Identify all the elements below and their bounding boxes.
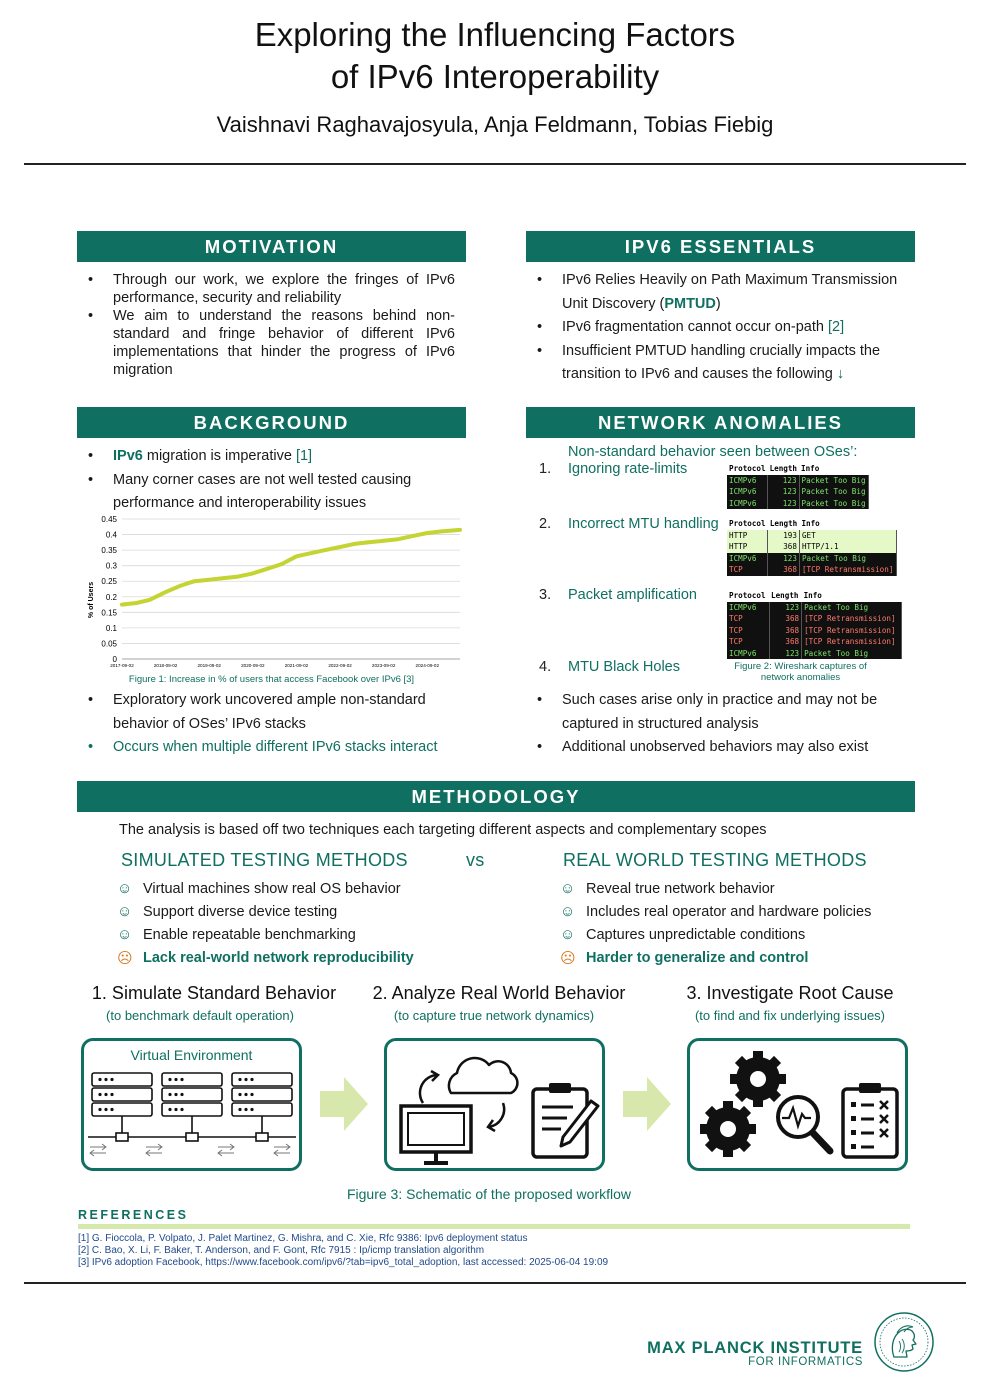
capture-header-protocol: Protocol (727, 518, 768, 530)
simulated-pro-3 (117, 927, 414, 950)
chart-y-tick: 0.45 (101, 515, 117, 524)
capture-header-length: Length (768, 518, 800, 530)
capture-row[interactable] (727, 553, 897, 565)
simulated-con (117, 950, 414, 973)
chart-y-tick: 0.3 (105, 561, 117, 571)
chart-point (382, 539, 385, 542)
capture-cell-info: [TCP Retransmission] (802, 636, 902, 648)
anomaly-4-num: 4. (539, 659, 552, 675)
step-3-title: 3. Investigate Root Cause (686, 983, 894, 1003)
anomaly-2-num: 2. (539, 516, 552, 532)
virtual-environment-box (81, 1038, 302, 1171)
chart-point (324, 549, 327, 552)
step-1-subtitle: (to benchmark default operation) (106, 1008, 294, 1023)
chart-point (280, 563, 283, 566)
anomaly-1-num: 1. (539, 461, 552, 477)
background-item-2: • Many corner cases are not well tested causing performance and interoperability issues (77, 469, 466, 516)
chart-point (178, 584, 181, 587)
essentials-list (526, 269, 915, 387)
background-item-1-text: migration is imperative (142, 448, 296, 464)
capture-header-row (727, 518, 897, 530)
workflow-arrow-2 (623, 1077, 673, 1131)
pmtud-term: PMTUD (664, 295, 716, 312)
chart-point (222, 577, 225, 580)
real-pro-1 (560, 881, 871, 904)
capture-cell-length: 123 (769, 602, 802, 614)
real-con-text: Harder to generalize and control (586, 950, 809, 966)
chart-y-tick: 0.25 (101, 577, 117, 587)
chart-point (266, 567, 269, 570)
capture-cell-length: 123 (768, 553, 800, 565)
gears-magnifier-checklist-icon (690, 1041, 905, 1168)
capture-row[interactable] (727, 648, 902, 660)
down-arrow-icon: ↓ (836, 366, 845, 382)
chart-y-tick: 0.1 (105, 623, 117, 633)
simulated-pro-1-text: Virtual machines show real OS behavior (143, 881, 401, 897)
smile-icon: ☺ (560, 903, 576, 920)
chart-point (458, 528, 461, 531)
capture-cell-info: [TCP Retransmission] (799, 564, 896, 576)
wireshark-capture-1 (727, 463, 869, 509)
chart-point (135, 601, 138, 604)
anomaly-3-label: Packet amplification (568, 587, 697, 603)
capture-row[interactable] (727, 475, 868, 487)
chart-y-tick: 0 (112, 655, 117, 664)
vs-label: vs (466, 850, 485, 870)
capture-cell-length: 193 (768, 530, 800, 542)
real-world-methods-heading: REAL WORLD TESTING METHODS (563, 850, 867, 870)
real-con (560, 950, 871, 973)
frown-icon: ☹ (560, 950, 576, 967)
capture-cell-length: 123 (768, 486, 799, 498)
simulated-methods-heading: SIMULATED TESTING METHODS (121, 850, 408, 870)
smile-icon: ☺ (560, 880, 576, 897)
chart-point (193, 580, 196, 583)
chart-y-tick: 0.35 (101, 546, 117, 556)
anomalies-intro: Non-standard behavior seen between OSes’: (568, 444, 858, 460)
chart-point (426, 531, 429, 534)
references-heading: REFERENCES (78, 1208, 189, 1222)
capture-row[interactable] (727, 636, 902, 648)
chart-y-tick: 0.05 (101, 639, 117, 649)
capture-cell-info: Packet Too Big (799, 553, 896, 565)
institute-name: MAX PLANCK INSTITUTE (647, 1339, 863, 1357)
methodology-heading: METHODOLOGY (77, 781, 915, 812)
essentials-item-3-text: Insufficient PMTUD handling crucially impacts the transition to IPv6 and causes the following (562, 342, 881, 382)
chart-point (236, 575, 239, 578)
frown-icon: ☹ (117, 950, 133, 967)
capture-header-row (727, 463, 868, 475)
capture-cell-protocol: ICMPv6 (727, 486, 768, 498)
chart-point (440, 530, 443, 533)
chart-point (164, 591, 167, 594)
capture-cell-length: 368 (768, 564, 800, 576)
essentials-item-2-text: IPv6 fragmentation cannot occur on-path (562, 319, 828, 335)
simulated-pro-2 (117, 904, 414, 927)
chart-point (411, 535, 414, 538)
title-line-2: of IPv6 Interoperability (330, 58, 660, 95)
capture-row[interactable] (727, 613, 902, 625)
capture-cell-length: 123 (768, 498, 799, 510)
title-line-1: Exploring the Influencing Factors (254, 16, 736, 53)
essentials-item-3 (526, 340, 915, 387)
chart-point (396, 538, 399, 541)
capture-cell-protocol: ICMPv6 (727, 648, 769, 660)
capture-cell-length: 123 (769, 648, 802, 660)
anomalies-heading: NETWORK ANOMALIES (526, 407, 915, 438)
background-list-top (77, 445, 466, 516)
references-list (78, 1233, 608, 1269)
capture-row[interactable] (727, 530, 897, 542)
header-divider (24, 163, 966, 165)
capture-header-row (727, 590, 902, 602)
chart-point (295, 555, 298, 558)
motivation-item-2: • We aim to understand the reasons behind non-standard and fringe behavior of different IPv6 implementations that hinder the progress of IPv6 migration (77, 307, 455, 379)
capture-cell-info: Packet Too Big (802, 602, 902, 614)
chart-y-tick: 0.4 (105, 530, 117, 540)
anomaly-1-label: Ignoring rate-limits (568, 461, 688, 477)
chart-point (120, 603, 123, 606)
capture-header-protocol: Protocol (729, 464, 766, 473)
capture-header-length: Length (769, 464, 798, 473)
real-world-methods-list (560, 881, 871, 973)
simulated-pro-1 (117, 881, 414, 904)
essentials-item-1-text: IPv6 Relies Heavily on Path Maximum Transmission Unit Discovery ( (562, 272, 898, 312)
capture-cell-info: [TCP Retransmission] (802, 613, 902, 625)
chart-x-tick: 2020-09-02 (241, 663, 265, 668)
real-pro-2-text: Includes real operator and hardware policies (586, 904, 872, 920)
real-pro-1-text: Reveal true network behavior (586, 881, 775, 897)
capture-row[interactable] (727, 625, 902, 637)
computer-cloud-clipboard-icon (387, 1041, 602, 1168)
capture-row[interactable] (727, 541, 897, 553)
chart-x-tick: 2024-09-02 (415, 663, 440, 668)
institute-department: FOR INFORMATICS (748, 1356, 863, 1368)
motivation-item-1: • Through our work, we explore the fringes of IPv6 performance, security and reliability (77, 271, 455, 307)
capture-cell-info: [TCP Retransmission] (802, 625, 902, 637)
chart-point (251, 572, 254, 575)
capture-header-info: Info (799, 463, 868, 475)
smile-icon: ☺ (117, 903, 133, 920)
chart-point (367, 541, 370, 544)
essentials-item-1-close: ) (715, 295, 721, 312)
essentials-item-2 (526, 316, 915, 340)
authors: Vaishnavi Raghavajosyula, Anja Feldmann, Tobias Fiebig (216, 112, 774, 137)
reference-1: [1] G. Fioccola, P. Volpato, J. Palet Martinez, G. Mishra, and C. Xie, Rfc 9386: Ipv6 deployment status (78, 1233, 528, 1244)
chart-x-tick: 2019-09-02 (197, 663, 221, 668)
capture-header-length: Length (769, 590, 802, 602)
ref-link-1[interactable]: [1] (295, 448, 313, 464)
minerva-logo (873, 1311, 935, 1373)
capture-cell-protocol: ICMPv6 (727, 498, 768, 510)
background-item-3: • Exploratory work uncovered ample non-standard behavior of OSes’ IPv6 stacks (77, 689, 466, 736)
capture-cell-protocol: ICMPv6 (727, 553, 768, 565)
background-item-4: • Occurs when multiple different IPv6 stacks interact (77, 736, 466, 760)
ipv6-adoption-chart (80, 510, 470, 670)
simulated-con-text: Lack real-world network reproducibility (143, 950, 414, 966)
methodology-intro: The analysis is based off two techniques each targeting different aspects and complementary scopes (119, 822, 767, 838)
chart-point (353, 542, 356, 545)
chart-x-tick: 2021-09-02 (284, 663, 309, 668)
capture-row[interactable] (727, 564, 897, 576)
chart-x-tick: 2017-09-02 (110, 663, 134, 668)
capture-header-info: Info (802, 590, 902, 602)
background-heading: BACKGROUND (77, 407, 466, 438)
essentials-item-1 (526, 269, 915, 316)
chart-x-tick: 2018-09-02 (153, 663, 178, 668)
essentials-heading: IPV6 ESSENTIALS (526, 231, 915, 262)
references-divider (78, 1224, 910, 1229)
chart-x-tick: 2023-09-02 (371, 663, 396, 668)
virtual-environment-label: Virtual Environment (130, 1047, 253, 1063)
simulated-pro-3-text: Enable repeatable benchmarking (143, 927, 356, 943)
capture-row[interactable] (727, 486, 868, 498)
capture-cell-protocol: ICMPv6 (727, 602, 769, 614)
figure-2-caption: Figure 2: Wireshark captures of network anomalies (734, 661, 867, 683)
capture-cell-length: 368 (769, 625, 802, 637)
step-3-subtitle: (to find and fix underlying issues) (694, 1008, 886, 1023)
real-pro-3-text: Captures unpredictable conditions (586, 927, 806, 943)
anomaly-4-label: MTU Black Holes (568, 659, 680, 675)
real-pro-2 (560, 904, 871, 927)
real-world-box (384, 1038, 605, 1171)
background-list-bottom (77, 689, 466, 760)
chart-y-label: % of Users (88, 581, 95, 619)
capture-cell-info: HTTP/1.1 (799, 541, 896, 553)
motivation-heading: MOTIVATION (77, 231, 466, 262)
figure-1-caption: Figure 1: Increase in % of users that access Facebook over IPv6 [3] (128, 674, 415, 685)
anomaly-2-label: Incorrect MTU handling (568, 516, 719, 532)
ref-link-2[interactable]: [2] (828, 319, 845, 335)
capture-row[interactable] (727, 602, 902, 614)
real-pro-3 (560, 927, 871, 950)
root-cause-box (687, 1038, 908, 1171)
capture-cell-info: Packet Too Big (799, 498, 868, 510)
capture-cell-length: 123 (768, 475, 799, 487)
step-1-title: 1. Simulate Standard Behavior (91, 983, 337, 1003)
simulated-methods-list (117, 881, 414, 973)
server-rack-icon (84, 1067, 299, 1167)
anomalies-bullet-1: • Such cases arise only in practice and may not be captured in structured analysis (526, 689, 915, 736)
smile-icon: ☺ (117, 880, 133, 897)
workflow-arrow-1 (320, 1077, 370, 1131)
capture-cell-protocol: TCP (727, 613, 769, 625)
footer-divider (24, 1282, 966, 1284)
capture-cell-protocol: TCP (727, 636, 769, 648)
chart-x-tick: 2022-09-02 (328, 663, 352, 668)
capture-cell-length: 368 (769, 636, 802, 648)
smile-icon: ☺ (117, 926, 133, 943)
step-2-subtitle: (to capture true network dynamics) (393, 1008, 595, 1023)
chart-y-tick: 0.15 (101, 608, 117, 618)
chart-point (208, 578, 211, 581)
wireshark-capture-2 (727, 518, 897, 576)
anomaly-3-num: 3. (539, 587, 552, 603)
simulated-pro-2-text: Support diverse device testing (143, 904, 338, 920)
chart-point (338, 545, 341, 548)
capture-header-protocol: Protocol (727, 590, 769, 602)
step-2-title: 2. Analyze Real World Behavior (372, 983, 626, 1003)
figure-3-caption: Figure 3: Schematic of the proposed workflow (346, 1186, 632, 1202)
capture-cell-length: 368 (768, 541, 800, 553)
motivation-list (77, 271, 455, 379)
capture-cell-info: Packet Too Big (802, 648, 902, 660)
capture-cell-info: Packet Too Big (799, 475, 868, 487)
wireshark-capture-3 (727, 590, 902, 659)
poster-title (0, 14, 990, 98)
reference-2: [2] C. Bao, X. Li, F. Baker, T. Anderson, and F. Gont, Rfc 7915 : Ip/icmp translation algorithm (78, 1245, 485, 1256)
capture-cell-protocol: HTTP (727, 530, 768, 542)
reference-3: [3] IPv6 adoption Facebook, https://www.facebook.com/ipv6/?tab=ipv6_total_adoption, last accessed: 2025-06-04 19:09 (78, 1257, 609, 1268)
smile-icon: ☺ (560, 926, 576, 943)
capture-header-info: Info (799, 518, 896, 530)
chart-point (148, 598, 151, 601)
capture-cell-length: 368 (769, 613, 802, 625)
chart-point (309, 552, 312, 555)
capture-cell-info: Packet Too Big (799, 486, 868, 498)
capture-cell-protocol: ICMPv6 (727, 475, 768, 487)
ipv6-term: IPv6 (113, 448, 143, 464)
capture-cell-protocol: TCP (727, 564, 768, 576)
anomalies-bullets (526, 689, 915, 760)
anomalies-bullet-2: • Additional unobserved behaviors may also exist (526, 736, 915, 760)
capture-row[interactable] (727, 498, 868, 510)
background-item-1 (77, 445, 466, 469)
chart-series-line (122, 530, 460, 605)
capture-cell-protocol: TCP (727, 625, 769, 637)
capture-cell-info: GET (799, 530, 896, 542)
chart-y-tick: 0.2 (105, 592, 117, 602)
capture-cell-protocol: HTTP (727, 541, 768, 553)
